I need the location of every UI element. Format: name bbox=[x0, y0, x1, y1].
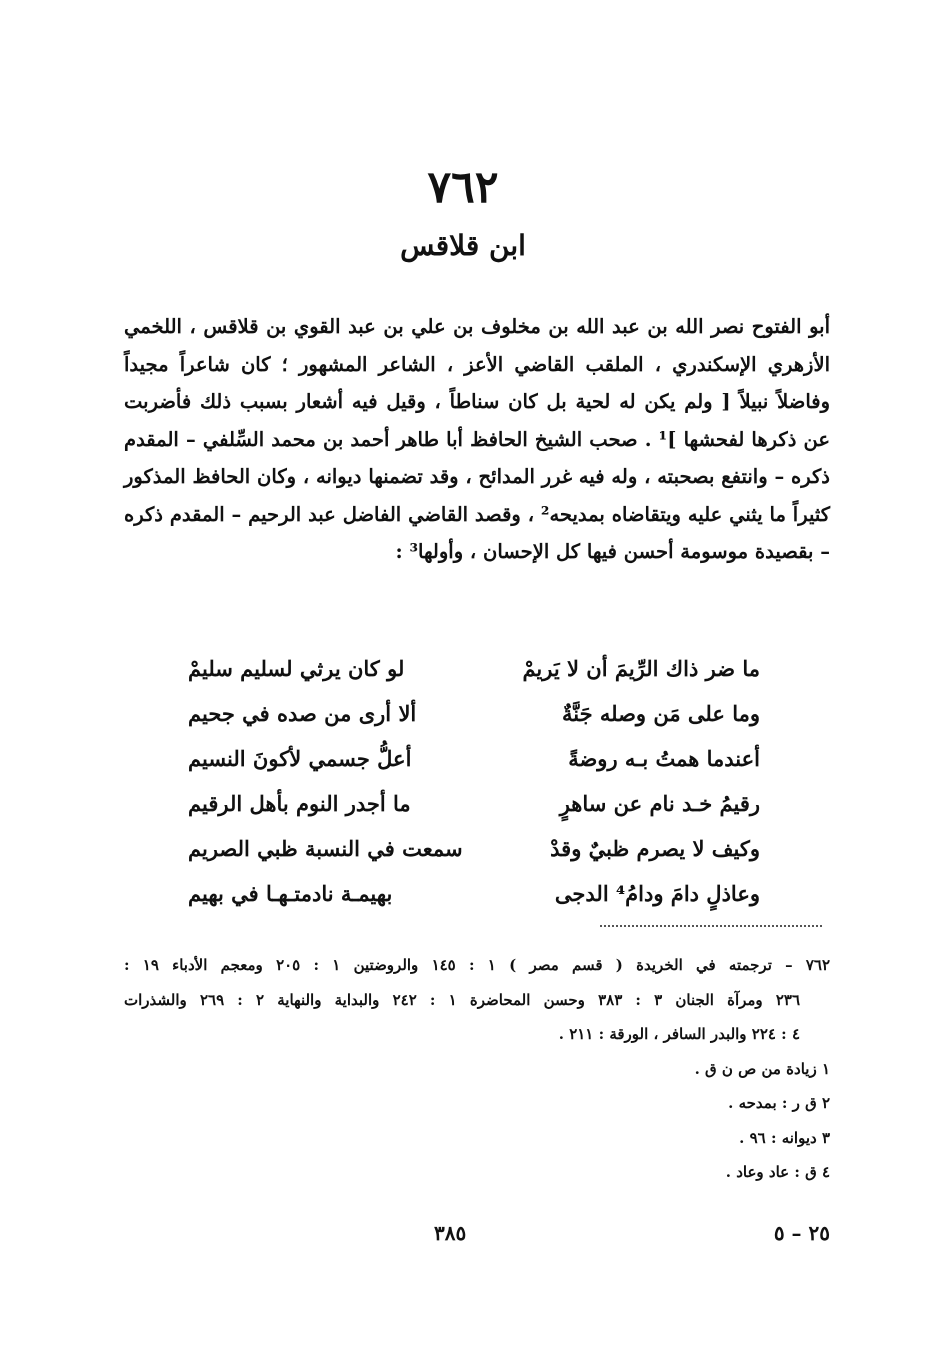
poem-verse bbox=[188, 826, 760, 871]
footnotes bbox=[124, 948, 830, 1190]
poem-verse bbox=[188, 646, 760, 691]
poem-verse bbox=[188, 736, 760, 781]
verse-second-hemistich: أعلُّ جسمي لأكونَ النسيم bbox=[188, 746, 412, 771]
footnote-separator bbox=[600, 925, 822, 927]
page-number: ٣٨٥ bbox=[434, 1221, 467, 1245]
verse-second-hemistich: بهيمـة نادمتـهـا في بهيم bbox=[188, 881, 393, 906]
verse-first-hemistich: وكيف لا يصرم ظبيٌ وقدْ bbox=[550, 836, 760, 861]
verse-first-hemistich: أعندما همتُ بـه روضةً bbox=[568, 746, 760, 771]
poem-verse bbox=[188, 871, 760, 916]
entry-number: ٧٦٢ bbox=[427, 162, 499, 213]
footnote-item: ٤ ق : عاد وعاد . bbox=[725, 1163, 830, 1181]
page-footer bbox=[124, 1218, 830, 1248]
verse-first-hemistich: وما على مَن وصله جَنَّةٌ bbox=[561, 701, 760, 726]
verse-first-hemistich: ما ضر ذاك الرِّيمَ أن لا يَريمْ bbox=[522, 656, 760, 681]
verse-second-hemistich: سمعت في النسبة ظبي الصريم bbox=[188, 836, 463, 861]
biography-text bbox=[124, 308, 830, 571]
poem-verse bbox=[188, 691, 760, 736]
verse-second-hemistich: ما أجدر النوم بأهل الرقيم bbox=[188, 791, 411, 816]
footnote-item: ٢ ق ر : بمدحه . bbox=[728, 1094, 830, 1112]
poem-verse bbox=[188, 781, 760, 826]
verse-second-hemistich: ألا أرى من صده في جحيم bbox=[188, 701, 417, 726]
footnote-sources-line: ٤ : ٢٢٤ والبدر السافر ، الورقة : ٢١١ . bbox=[558, 1025, 800, 1043]
footnote-item: ٣ ديوانه : ٩٦ . bbox=[739, 1128, 830, 1147]
footnote-item: ١ زيادة من ص ن ق . bbox=[694, 1059, 830, 1078]
poem bbox=[188, 646, 760, 916]
entry-title: ابن قلاقس bbox=[400, 229, 526, 262]
footnote-sources-line: ٧٦٢ – ترجمته في الخريدة ( قسم مصر ) ١ : ١٤٥ والروضتين ١ : ٢٠٥ ومعجم الأدباء ١٩ : bbox=[124, 956, 831, 974]
signature-mark: ٢٥ – ٥ bbox=[773, 1221, 830, 1245]
verse-first-hemistich: رقيمُ خـد نام عن ساهرٍ bbox=[559, 791, 760, 816]
body-paragraph: أبو الفتوح نصر الله بن عبد الله بن مخلوف بن علي بن عبد القوي بن قلاقس ، اللخمي الأزهري الإسكندري ، الملقب القاضي الأعز ، الشاعر المشهور ؛ كان شاعراً مجيداً وفاضلاً نبيلاً [ ولم يكن له لحية بل كان سناطاً ، وقيل فيه أشعار بسبب ذلك فأضربت عن ذكرها لفحشها ]¹ . صحب الشيخ الحافظ أبا طاهر أحمد بن محمد السِّلفي – المقدم ذكره – وانتفع بصحبته ، وله فيه غرر المدائح ، وقد تضمنها ديوانه ، وكان الحافظ المذكور كثيراً ما يثني عليه ويتقاضاه بمديحه² ، وقصد القاضي الفاضل عبد الرحيم – المقدم ذكره – بقصيدة موسومة أحسن فيها كل الإحسان ، وأولها³ : bbox=[124, 315, 830, 563]
verse-first-hemistich: وعاذلٍ دامَ ودامُ⁴ الدجى bbox=[554, 881, 760, 906]
footnote-sources-line: ٢٣٦ ومرآة الجنان ٣ : ٣٨٣ وحسن المحاضرة ١ : ٢٤٢ والبداية والنهاية ٢ : ٢٦٩ والشذرات bbox=[124, 990, 801, 1009]
verse-second-hemistich: لو كان يرثي لسليم سليمْ bbox=[188, 656, 405, 681]
